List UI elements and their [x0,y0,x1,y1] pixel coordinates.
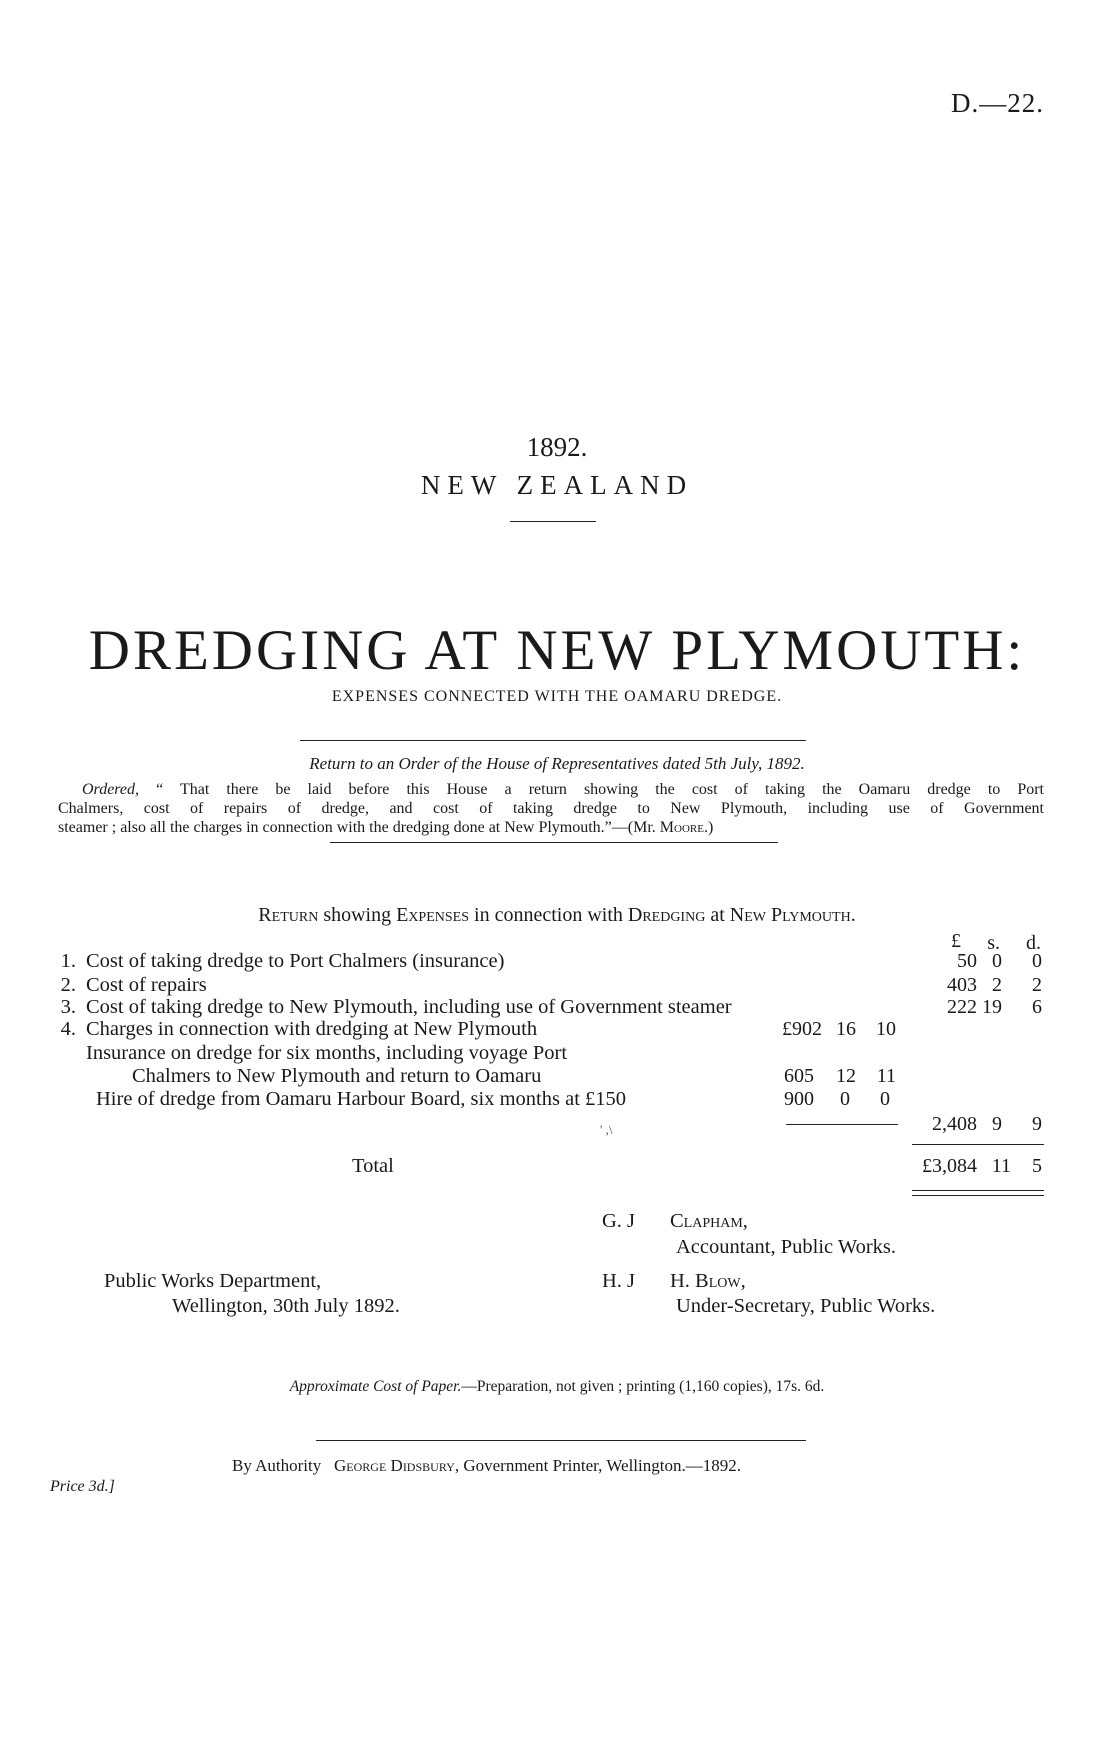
ordered-line-1: Ordered, “ That there be laid before this House a return showing the cost of taking the Oamaru dredge to Port [82,781,1045,798]
column-pounds: £ [951,930,961,952]
signature-1-initials: G. J [602,1210,636,1232]
inner-amount-pounds: 605 [784,1065,814,1087]
inner-amount-shillings: 16 [836,1018,856,1040]
total-double-rule-1 [912,1190,1044,1191]
row-label: Cost of taking dredge to Port Chalmers (insurance) [86,950,505,972]
divider-order-top [300,740,806,741]
main-title: DREDGING AT NEW PLYMOUTH: [88,619,1026,682]
amount-shillings: 0 [992,950,1002,972]
page-reference: D.—22. [951,88,1044,118]
amount-pounds: 222 [947,996,977,1018]
item4-total-shillings: 9 [992,1113,1002,1135]
mover-name: Moore. [659,819,708,836]
amount-pounds: 50 [957,950,977,972]
divider-short [510,521,596,522]
column-shillings: s. [987,932,1000,954]
column-pence: d. [1026,932,1041,954]
inner-amount-pence: 11 [876,1065,896,1087]
stray-print-mark: ' ,\ [600,1122,613,1137]
amount-pence: 0 [1032,950,1042,972]
inner-amount-pence: 10 [876,1018,896,1040]
amount-shillings: 2 [992,974,1002,996]
subtotal-rule [786,1124,898,1125]
row-label: Charges in connection with dredging at New Plymouth [86,1018,538,1040]
amount-pounds: 403 [947,974,977,996]
row-number: 1. [60,950,76,972]
row-number: 3. [60,996,76,1018]
cost-of-paper: Approximate Cost of Paper.—Preparation, not given ; printing (1,160 copies), 17s. 6d. [289,1378,825,1395]
inner-amount-pence: 0 [880,1088,890,1110]
row-label: Cost of taking dredge to New Plymouth, including use of Government steamer [86,996,732,1018]
department-line: Public Works Department, [104,1270,322,1292]
grand-total-pounds: £3,084 [922,1155,977,1177]
ordered-line-2: Chalmers, cost of repairs of dredge, and cost of taking dredge to New Plymouth, including use of Government [58,800,1044,817]
grand-total-pence: 5 [1032,1155,1042,1177]
signature-1-title: Accountant, Public Works. [676,1236,897,1258]
item4-total-pounds: 2,408 [932,1113,977,1135]
return-order-line: Return to an Order of the House of Representatives dated 5th July, 1892. [309,754,805,773]
amount-shillings: 19 [982,996,1002,1018]
divider-order-bottom [330,842,778,843]
place-date-line: Wellington, 30th July 1892. [172,1295,400,1317]
sub-row-label-continued: Chalmers to New Plymouth and return to Oamaru [132,1065,542,1087]
ordered-paragraph [58,780,1044,837]
total-label: Total [352,1155,394,1177]
total-rule-top [912,1144,1044,1145]
inner-amount-pounds: 900 [784,1088,814,1110]
inner-amount-shillings: 0 [840,1088,850,1110]
price: Price 3d.] [50,1478,115,1495]
amount-pence: 6 [1032,996,1042,1018]
document-year: 1892. [526,432,588,462]
grand-total-shillings: 11 [991,1155,1011,1177]
signature-2-initials: H. J [602,1270,636,1292]
signature-2-name: H. Blow, [670,1270,746,1292]
total-double-rule-2 [912,1195,1044,1196]
amount-pence: 2 [1032,974,1042,996]
inner-amount-pounds: £902 [782,1018,822,1040]
item4-total-pence: 9 [1032,1113,1042,1135]
subtitle: EXPENSES CONNECTED WITH THE OAMARU DREDGE. [331,688,783,705]
sub-row-label: Hire of dredge from Oamaru Harbour Board, six months at £150 [96,1088,627,1110]
ordered-label: Ordered, [82,781,140,798]
divider-footer [316,1440,806,1441]
country-heading: NEW ZEALAND [420,470,694,500]
row-label: Cost of repairs [86,974,207,996]
printer-name: George Didsbury, [334,1456,460,1475]
signature-1-name: Clapham, [670,1210,748,1232]
return-heading: Return showing Expenses in connection with Dredging at New Plymouth. [258,904,856,926]
ordered-line-3: steamer ; also all the charges in connection with the dredging done at New Plymouth.”—(Mr. Moore.) [58,819,714,836]
row-number: 2. [60,974,76,996]
inner-amount-shillings: 12 [836,1065,856,1087]
signature-2-title: Under-Secretary, Public Works. [676,1295,936,1317]
sub-row-label: Insurance on dredge for six months, including voyage Port [86,1042,568,1064]
printer-authority: By Authority George Didsbury, Government Printer, Wellington.—1892. [232,1456,741,1475]
row-number: 4. [60,1018,76,1040]
